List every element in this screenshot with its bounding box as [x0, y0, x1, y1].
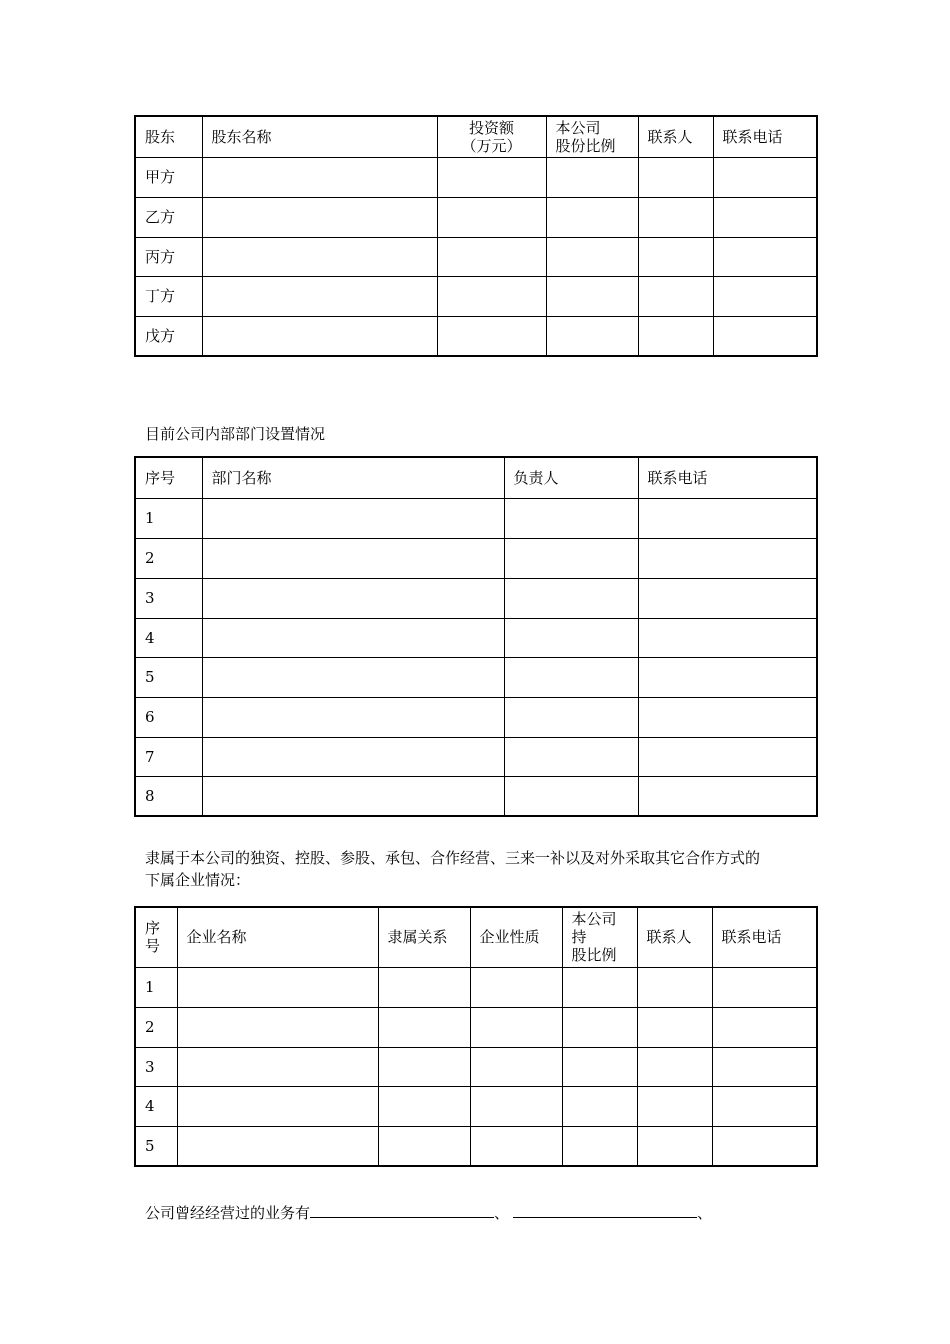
business-blank-2[interactable]	[513, 1202, 697, 1218]
input-cell[interactable]	[637, 1086, 712, 1126]
input-cell[interactable]	[504, 538, 638, 578]
table-row	[135, 776, 817, 816]
input-cell[interactable]	[638, 697, 817, 737]
input-cell[interactable]	[546, 197, 638, 237]
input-cell[interactable]	[638, 618, 817, 657]
input-cell[interactable]	[504, 657, 638, 697]
table-row	[135, 498, 817, 538]
input-cell[interactable]	[437, 197, 546, 237]
row-index: 2	[135, 538, 202, 578]
input-cell[interactable]	[470, 1126, 562, 1166]
input-cell[interactable]	[546, 157, 638, 197]
row-index: 8	[135, 776, 202, 816]
input-cell[interactable]	[638, 578, 817, 618]
input-cell[interactable]	[713, 237, 817, 276]
input-cell[interactable]	[504, 498, 638, 538]
input-cell[interactable]	[638, 657, 817, 697]
input-cell[interactable]	[202, 776, 504, 816]
table-header-row	[135, 907, 817, 967]
subsidiary-table	[134, 906, 818, 1167]
input-cell[interactable]	[202, 157, 437, 197]
input-cell[interactable]	[202, 237, 437, 276]
input-cell[interactable]	[470, 1086, 562, 1126]
header-investment: 投资额 （万元）	[437, 116, 546, 157]
table-row	[135, 538, 817, 578]
input-cell[interactable]	[177, 1007, 378, 1047]
input-cell[interactable]	[562, 1007, 637, 1047]
input-cell[interactable]	[504, 776, 638, 816]
header-company-name: 企业名称	[177, 907, 378, 967]
header-contact: 联系人	[637, 907, 712, 967]
input-cell[interactable]	[202, 316, 437, 356]
input-cell[interactable]	[470, 1007, 562, 1047]
input-cell[interactable]	[546, 237, 638, 276]
input-cell[interactable]	[638, 538, 817, 578]
table-row	[135, 697, 817, 737]
header-share-ratio: 本公司 持 股比例	[562, 907, 637, 967]
input-cell[interactable]	[638, 776, 817, 816]
table-row	[135, 1047, 817, 1086]
department-table	[134, 456, 818, 817]
input-cell[interactable]	[202, 276, 437, 316]
input-cell[interactable]	[378, 967, 470, 1007]
row-index: 1	[135, 967, 177, 1007]
header-index: 序号	[135, 457, 202, 498]
header-index: 序 号	[135, 907, 177, 967]
row-label: 丁方	[135, 276, 202, 316]
input-cell[interactable]	[562, 1126, 637, 1166]
departments-title: 目前公司内部部门设置情况	[145, 425, 326, 443]
input-cell[interactable]	[546, 276, 638, 316]
row-index: 6	[135, 697, 202, 737]
table-row	[135, 618, 817, 657]
input-cell[interactable]	[437, 237, 546, 276]
header-affiliation: 隶属关系	[378, 907, 470, 967]
input-cell[interactable]	[562, 1047, 637, 1086]
input-cell[interactable]	[713, 276, 817, 316]
input-cell[interactable]	[202, 498, 504, 538]
input-cell[interactable]	[638, 157, 713, 197]
table-row	[135, 1086, 817, 1126]
header-shareholder-name: 股东名称	[202, 116, 437, 157]
shareholder-table	[134, 115, 818, 357]
business-separator-2: 、	[697, 1204, 713, 1222]
input-cell[interactable]	[713, 197, 817, 237]
input-cell[interactable]	[378, 1086, 470, 1126]
input-cell[interactable]	[378, 1007, 470, 1047]
row-index: 4	[135, 618, 202, 657]
input-cell[interactable]	[177, 967, 378, 1007]
input-cell[interactable]	[177, 1126, 378, 1166]
table-row	[135, 657, 817, 697]
input-cell[interactable]	[637, 1047, 712, 1086]
row-label: 乙方	[135, 197, 202, 237]
input-cell[interactable]	[437, 276, 546, 316]
input-cell[interactable]	[177, 1047, 378, 1086]
input-cell[interactable]	[712, 1007, 817, 1047]
header-contact: 联系人	[638, 116, 713, 157]
business-label: 公司曾经经营过的业务有	[145, 1204, 311, 1222]
input-cell[interactable]	[713, 316, 817, 356]
business-blank-1[interactable]	[310, 1202, 494, 1218]
header-company-type: 企业性质	[470, 907, 562, 967]
input-cell[interactable]	[202, 197, 437, 237]
table-row	[135, 967, 817, 1007]
header-manager: 负责人	[504, 457, 638, 498]
input-cell[interactable]	[638, 498, 817, 538]
input-cell[interactable]	[437, 157, 546, 197]
input-cell[interactable]	[202, 657, 504, 697]
row-index: 2	[135, 1007, 177, 1047]
table-row	[135, 157, 817, 197]
input-cell[interactable]	[638, 197, 713, 237]
table-row	[135, 737, 817, 776]
table-row	[135, 276, 817, 316]
row-label: 丙方	[135, 237, 202, 276]
header-department-name: 部门名称	[202, 457, 504, 498]
row-index: 5	[135, 1126, 177, 1166]
input-cell[interactable]	[437, 316, 546, 356]
input-cell[interactable]	[177, 1086, 378, 1126]
input-cell[interactable]	[637, 967, 712, 1007]
business-separator-1: 、	[494, 1204, 510, 1222]
row-index: 7	[135, 737, 202, 776]
header-phone: 联系电话	[712, 907, 817, 967]
row-label: 甲方	[135, 157, 202, 197]
header-shareholder: 股东	[135, 116, 202, 157]
header-phone: 联系电话	[713, 116, 817, 157]
input-cell[interactable]	[202, 618, 504, 657]
input-cell[interactable]	[562, 1086, 637, 1126]
row-index: 4	[135, 1086, 177, 1126]
subsidiaries-intro-line-1: 隶属于本公司的独资、控股、参股、承包、合作经营、三来一补以及对外采取其它合作方式的	[145, 849, 761, 867]
row-label: 戊方	[135, 316, 202, 356]
input-cell[interactable]	[504, 697, 638, 737]
table-row	[135, 1007, 817, 1047]
subsidiaries-intro-line-2: 下属企业情况：	[145, 871, 251, 889]
input-cell[interactable]	[202, 578, 504, 618]
table-header-row	[135, 116, 817, 157]
input-cell[interactable]	[470, 967, 562, 1007]
input-cell[interactable]	[638, 276, 713, 316]
input-cell[interactable]	[202, 697, 504, 737]
row-index: 5	[135, 657, 202, 697]
input-cell[interactable]	[504, 578, 638, 618]
input-cell[interactable]	[713, 157, 817, 197]
input-cell[interactable]	[504, 737, 638, 776]
subsidiaries-intro	[145, 847, 825, 891]
table-row	[135, 578, 817, 618]
table-row	[135, 197, 817, 237]
input-cell[interactable]	[637, 1126, 712, 1166]
row-index: 1	[135, 498, 202, 538]
input-cell[interactable]	[712, 1047, 817, 1086]
table-row	[135, 1126, 817, 1166]
table-header-row	[135, 457, 817, 498]
input-cell[interactable]	[712, 967, 817, 1007]
input-cell[interactable]	[638, 316, 713, 356]
input-cell[interactable]	[638, 737, 817, 776]
input-cell[interactable]	[378, 1126, 470, 1166]
input-cell[interactable]	[202, 737, 504, 776]
input-cell[interactable]	[637, 1007, 712, 1047]
row-index: 3	[135, 1047, 177, 1086]
header-share-ratio: 本公司 股份比例	[546, 116, 638, 157]
row-index: 3	[135, 578, 202, 618]
table-row	[135, 237, 817, 276]
header-phone: 联系电话	[638, 457, 817, 498]
input-cell[interactable]	[546, 316, 638, 356]
input-cell[interactable]	[712, 1086, 817, 1126]
input-cell[interactable]	[378, 1047, 470, 1086]
input-cell[interactable]	[504, 618, 638, 657]
input-cell[interactable]	[202, 538, 504, 578]
business-line	[145, 1202, 825, 1224]
input-cell[interactable]	[562, 967, 637, 1007]
input-cell[interactable]	[638, 237, 713, 276]
table-row	[135, 316, 817, 356]
input-cell[interactable]	[470, 1047, 562, 1086]
input-cell[interactable]	[712, 1126, 817, 1166]
